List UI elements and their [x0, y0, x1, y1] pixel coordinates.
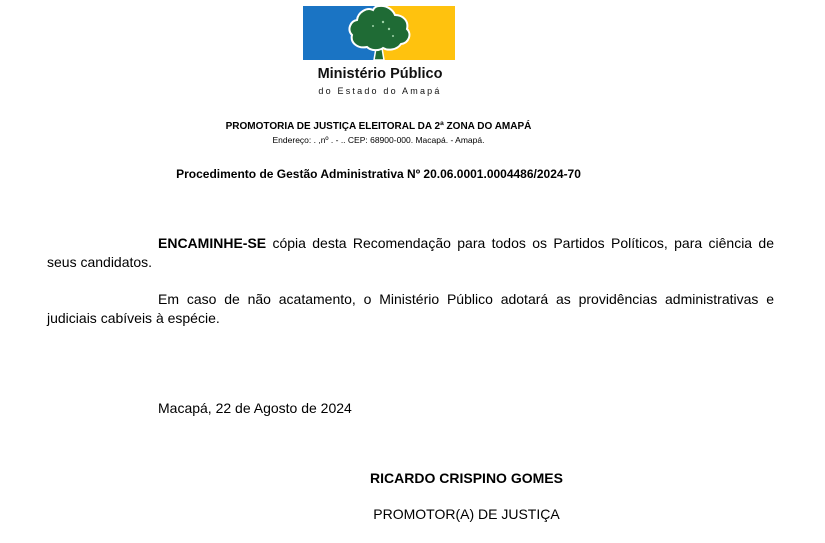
- office-heading: PROMOTORIA DE JUSTIÇA ELEITORAL DA 2ª ZONA DO AMAPÁ: [225, 121, 532, 132]
- procedure-number: Procedimento de Gestão Administrativa Nº 20.06.0001.0004486/2024-70: [176, 167, 581, 181]
- paragraph-noncompliance: Em caso de não acatamento, o Ministério Público adotará as providências administrativas e judiciais cabíveis à espécie.: [47, 291, 774, 326]
- tree-icon: [343, 4, 415, 62]
- signatory-role: PROMOTOR(A) DE JUSTIÇA: [373, 506, 560, 522]
- date-line: Macapá, 22 de Agosto de 2024: [158, 400, 352, 416]
- logo-subtitle: do Estado do Amapá: [318, 86, 442, 96]
- paragraph-forward: [47, 234, 774, 272]
- logo-title: Ministério Público: [317, 66, 443, 82]
- office-address: Endereço: . ,nº . - .. CEP: 68900-000. Macapá. - Amapá.: [272, 135, 485, 145]
- paragraph-text: cópia desta Recomendação para todos os Partidos Políticos, para ciência de seus candidatos.: [47, 235, 774, 270]
- signatory-name: RICARDO CRISPINO GOMES: [370, 470, 563, 486]
- ministerio-publico-logo: [303, 4, 455, 62]
- paragraph-lead: ENCAMINHE-SE: [158, 235, 267, 251]
